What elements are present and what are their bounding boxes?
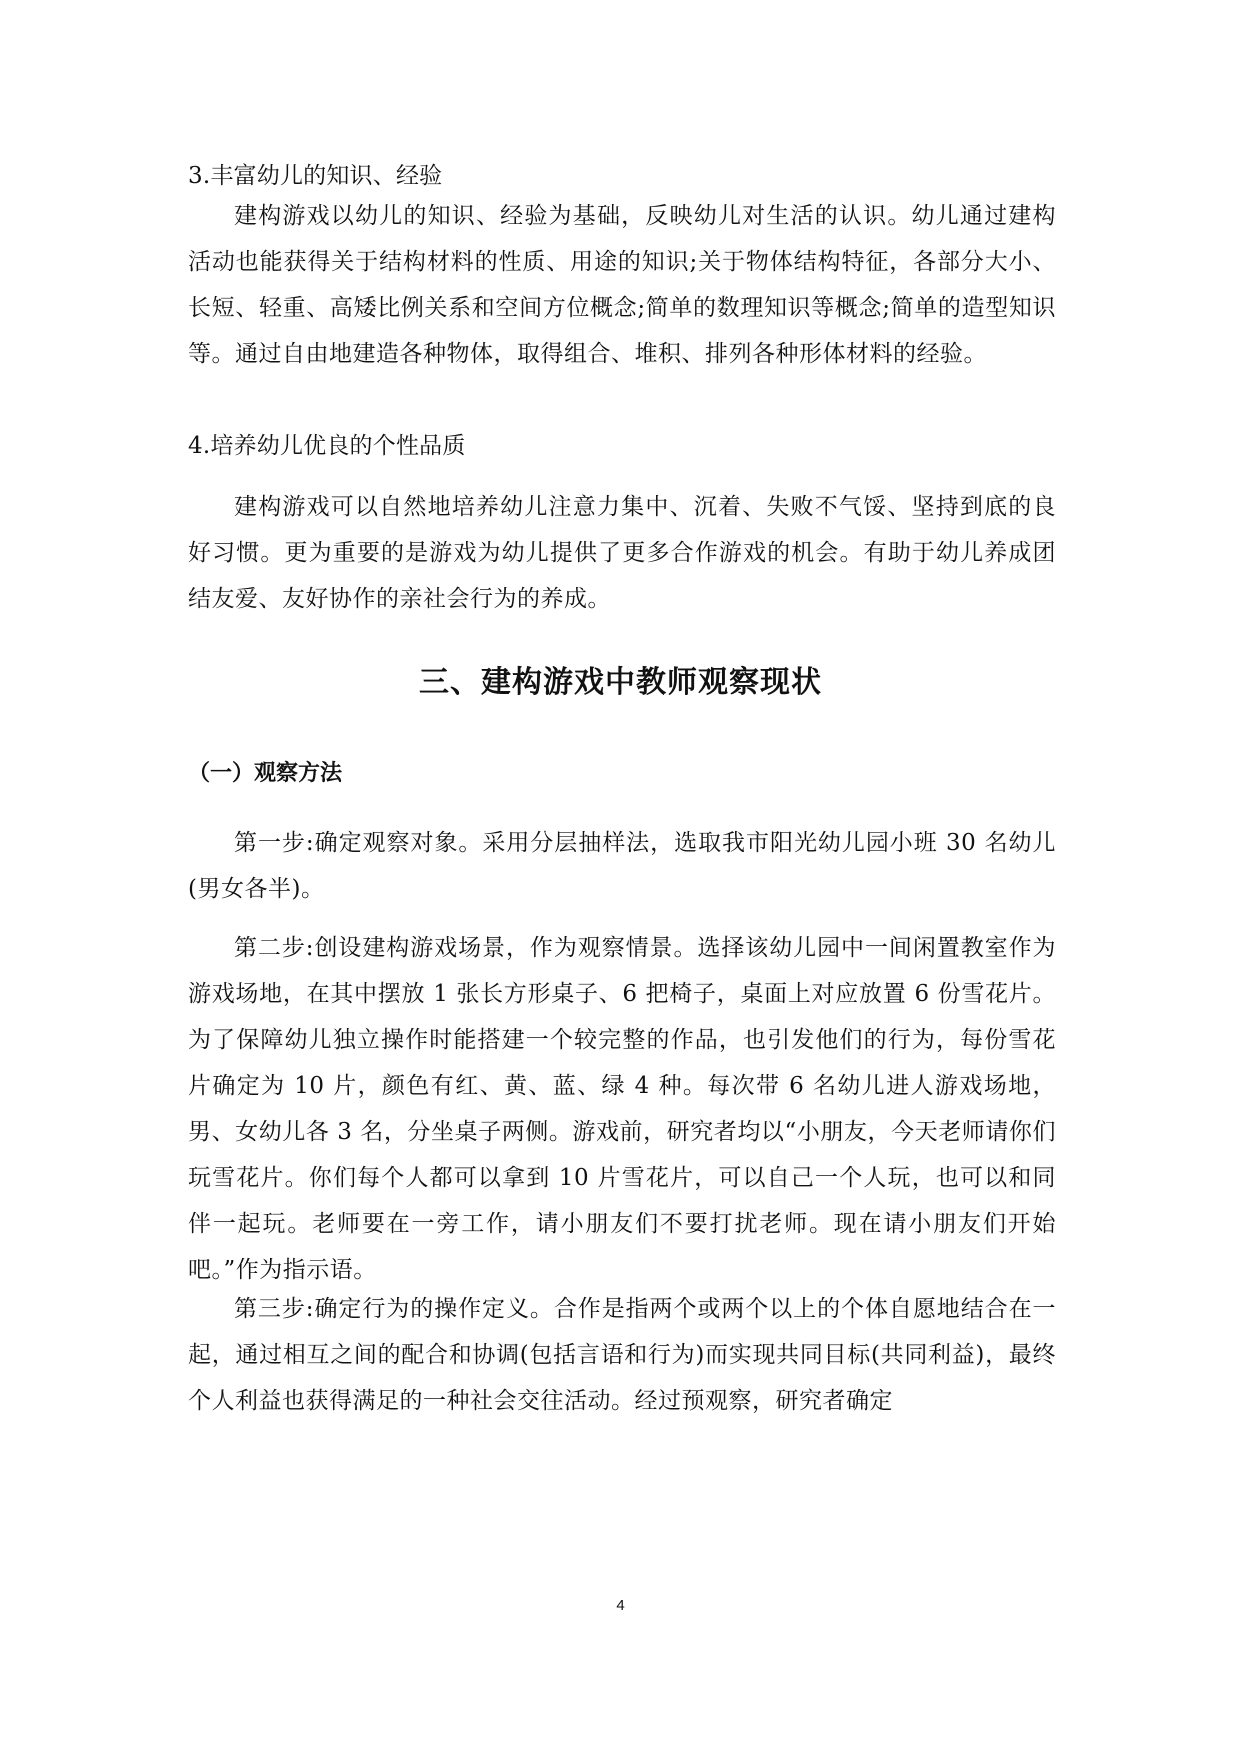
paragraph-text: 建构游戏以幼儿的知识、经验为基础，反映幼儿对生活的认识。幼儿通过建构活动也能获得关于结构材料的性质、用途的知识;关于物体结构特征，各部分大小、长短、轻重、高矮比例关系和空间方位概念;简单的数理知识等概念;简单的造型知识等。通过自由地建造各种物体，取得组合、堆积、排列各种形体材料的经验。 [188, 203, 1056, 367]
item-heading-3: 3.丰富幼儿的知识、经验 [188, 163, 443, 189]
item-heading-4: 4.培养幼儿优良的个性品质 [188, 433, 466, 459]
page-number: 4 [616, 1597, 625, 1614]
paragraph-personality [188, 484, 1056, 622]
paragraph-step-3 [188, 1286, 1056, 1424]
paragraph-step-2 [188, 925, 1056, 1293]
paragraph-text: 第一步:确定观察对象。采用分层抽样法，选取我市阳光幼儿园小班 30 名幼儿(男女各半)。 [188, 830, 1056, 902]
section-title: 三、建构游戏中教师观察现状 [419, 665, 822, 700]
paragraph-step-1 [188, 820, 1056, 912]
paragraph-text: 建构游戏可以自然地培养幼儿注意力集中、沉着、失败不气馁、坚持到底的良好习惯。更为重要的是游戏为幼儿提供了更多合作游戏的机会。有助于幼儿养成团结友爱、友好协作的亲社会行为的养成。 [188, 494, 1056, 612]
paragraph-text: 第二步:创设建构游戏场景，作为观察情景。选择该幼儿园中一间闲置教室作为游戏场地，在其中摆放 1 张长方形桌子、6 把椅子，桌面上对应放置 6 份雪花片。为了保障幼儿独立操作时能搭建一个较完整的作品，也引发他们的行为，每份雪花片确定为 10 片，颜色有红、黄、蓝、绿 4 种。每次带 6 名幼儿进人游戏场地，男、女幼儿各 3 名，分坐桌子两侧。游戏前，研究者均以“小朋友，今天老师请你们玩雪花片。你们每个人都可以拿到 10 片雪花片，可以自己一个人玩，也可以和同伴一起玩。老师要在一旁工作，请小朋友们不要打扰老师。现在请小朋友们开始吧。”作为指示语。 [188, 935, 1056, 1283]
subsection-title: （一）观察方法 [188, 761, 343, 786]
paragraph-knowledge [188, 193, 1056, 377]
paragraph-text: 第三步:确定行为的操作定义。合作是指两个或两个以上的个体自愿地结合在一起，通过相互之间的配合和协调(包括言语和行为)而实现共同目标(共同利益)，最终个人利益也获得满足的一种社会交往活动。经过预观察，研究者确定 [188, 1296, 1056, 1414]
